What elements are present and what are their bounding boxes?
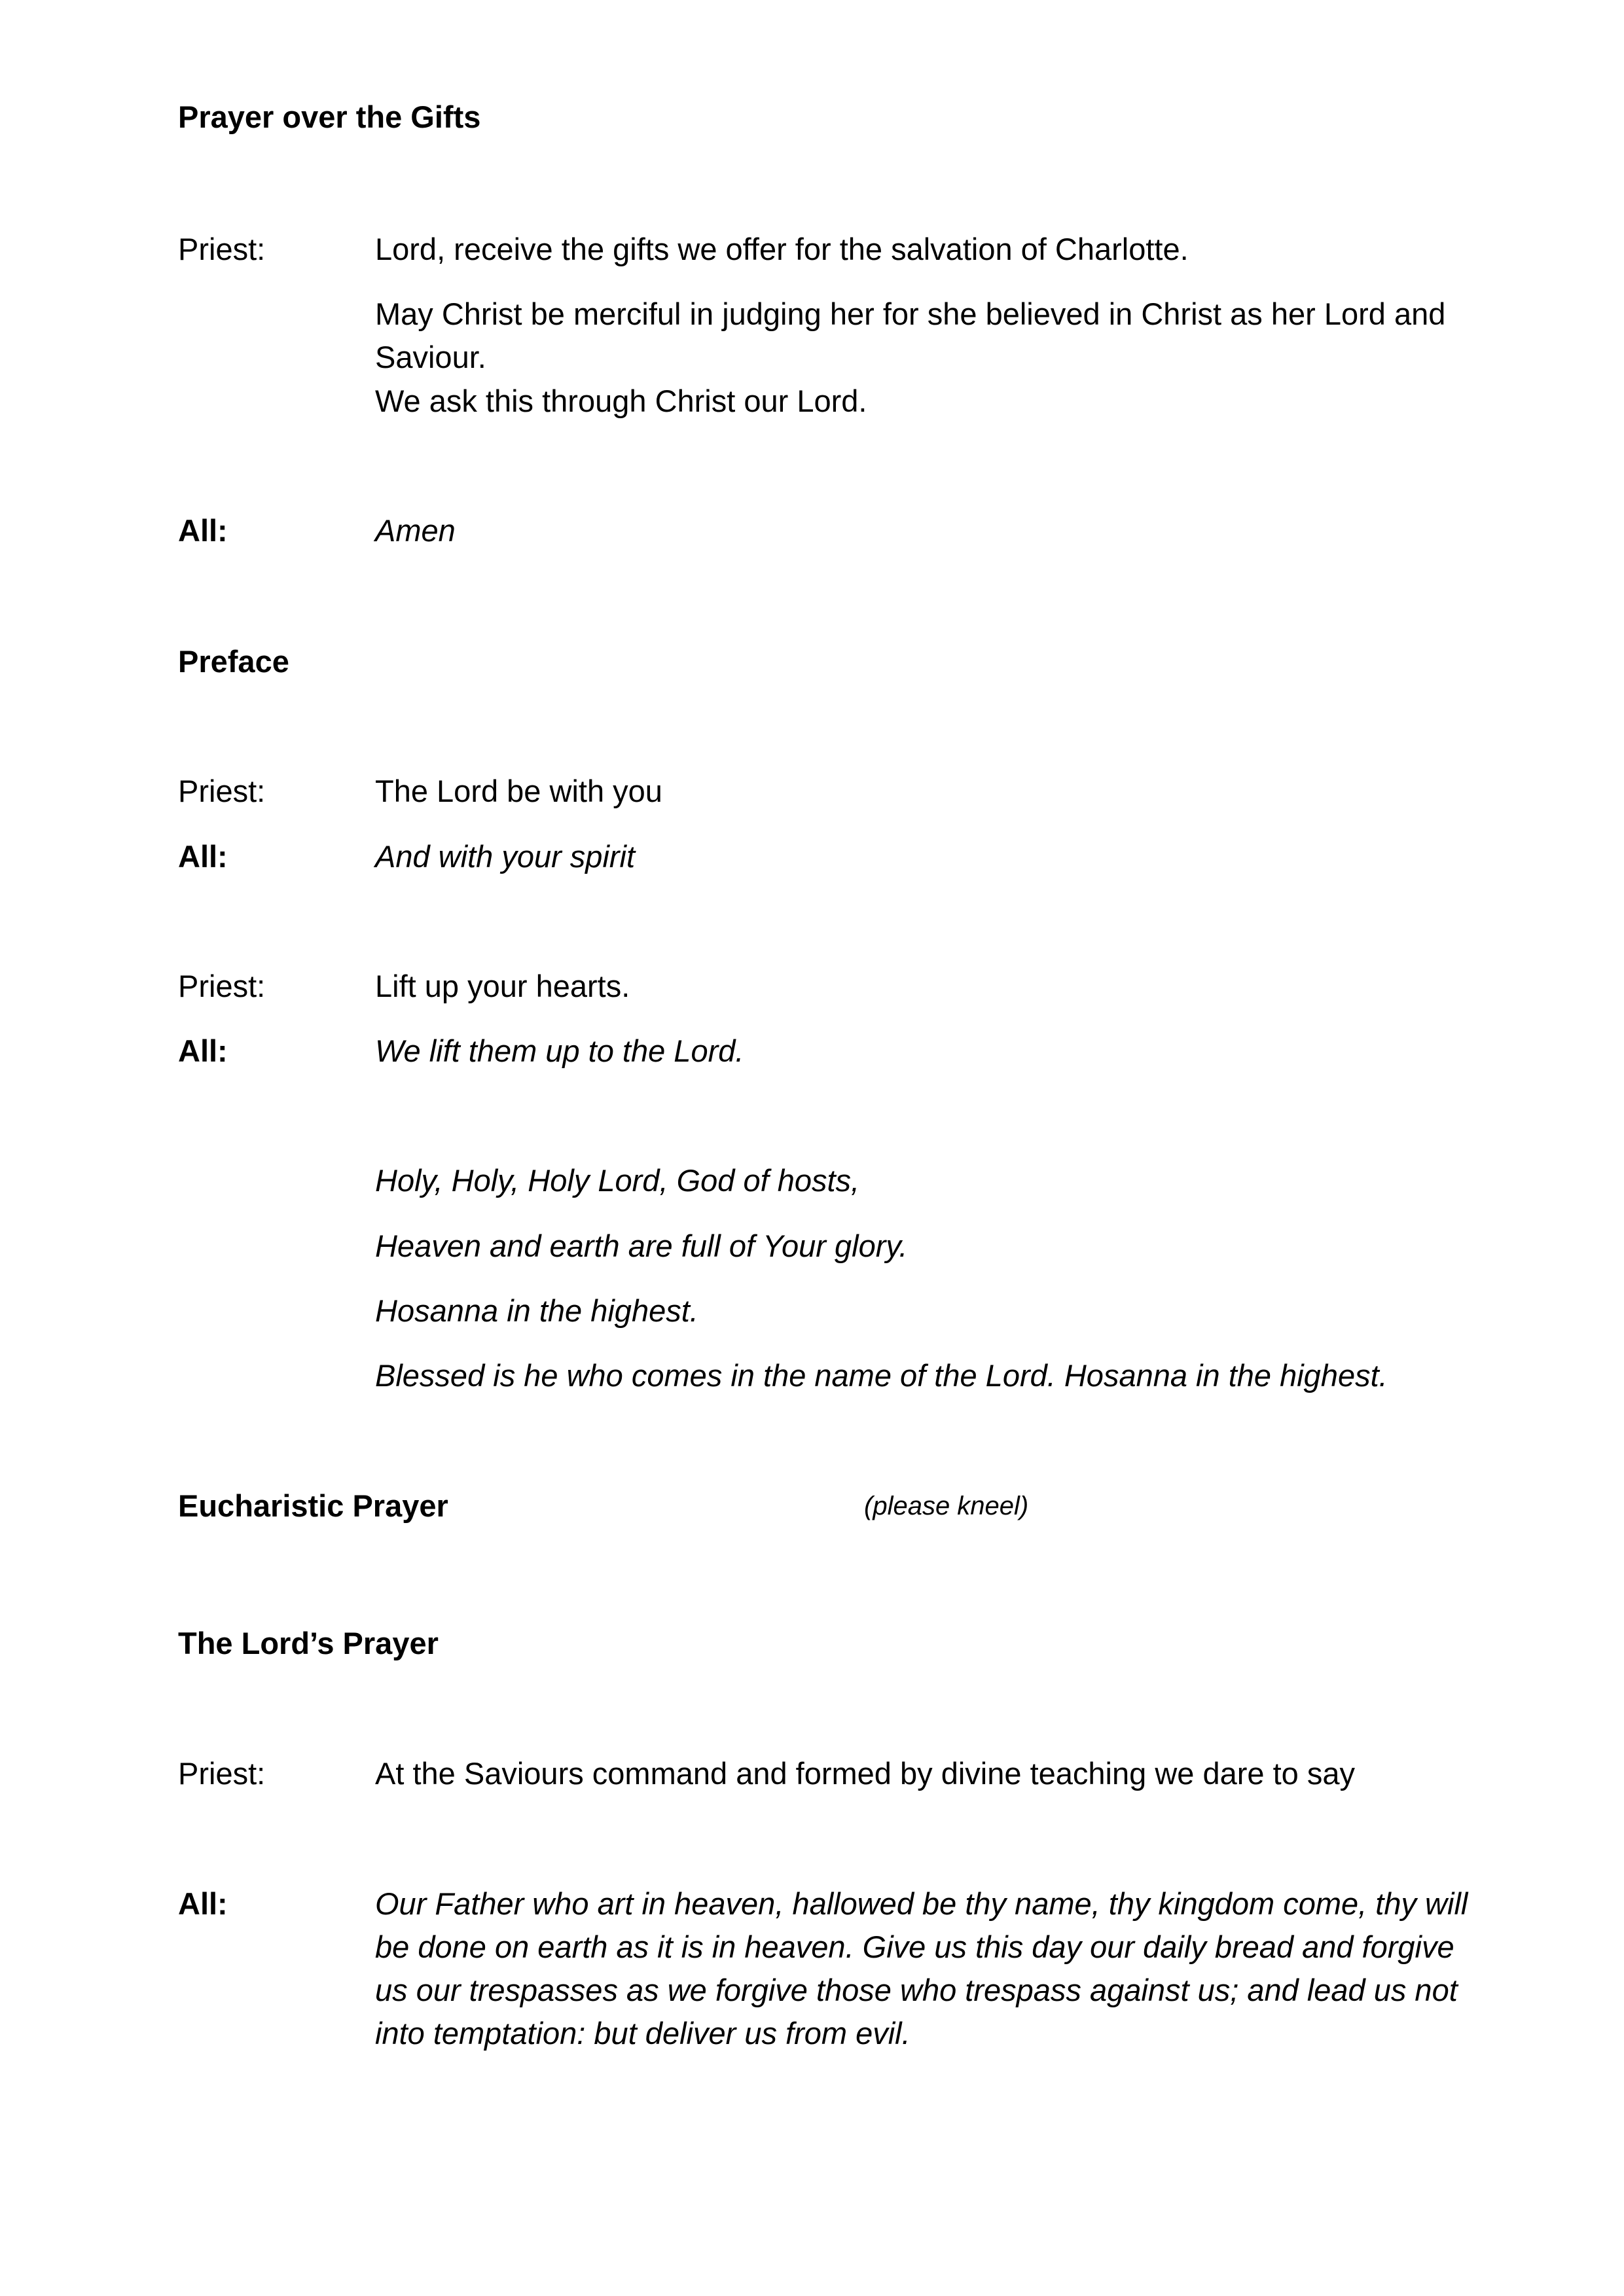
- priest-line: The Lord be with you: [375, 774, 662, 808]
- sanctus-line: Blessed is he who comes in the name of the Lord. Hosanna in the highest.: [375, 1358, 1388, 1393]
- priest-line: At the Saviours command and formed by divine teaching we dare to say: [375, 1756, 1355, 1791]
- speaker-label-priest: Priest:: [178, 1756, 266, 1791]
- congregation-response: And with your spirit: [375, 839, 636, 874]
- speaker-label-priest: Priest:: [178, 969, 266, 1003]
- sanctus-line: Holy, Holy, Holy Lord, God of hosts,: [375, 1163, 860, 1198]
- section-heading-lords-prayer: The Lord’s Prayer: [178, 1626, 439, 1660]
- priest-line: We ask this through Christ our Lord.: [375, 384, 867, 418]
- section-heading-preface: Preface: [178, 644, 289, 679]
- speaker-label-priest: Priest:: [178, 774, 266, 808]
- rubric-note: (please kneel): [864, 1492, 1029, 1520]
- sanctus-line: Heaven and earth are full of Your glory.: [375, 1229, 908, 1263]
- priest-line: Lord, receive the gifts we offer for the salvation of Charlotte.: [375, 232, 1189, 266]
- lords-prayer-line: Our Father who art in heaven, hallowed be thy name, thy kingdom come, thy will: [375, 1886, 1468, 1921]
- lords-prayer-line: us our trespasses as we forgive those who trespass against us; and lead us not: [375, 1973, 1458, 2007]
- speaker-label-all: All:: [178, 1033, 228, 1068]
- priest-line: May Christ be merciful in judging her for she believed in Christ as her Lord and: [375, 296, 1446, 331]
- speaker-label-all: All:: [178, 1886, 228, 1921]
- speaker-label-all: All:: [178, 839, 228, 874]
- lords-prayer-line: be done on earth as it is in heaven. Give us this day our daily bread and forgive: [375, 1929, 1454, 1964]
- sanctus-line: Hosanna in the highest.: [375, 1293, 698, 1328]
- lords-prayer-line: into temptation: but deliver us from evil.: [375, 2016, 911, 2051]
- priest-line: Saviour.: [375, 340, 486, 374]
- congregation-response: Amen: [375, 513, 456, 548]
- section-heading-prayer-over-gifts: Prayer over the Gifts: [178, 99, 481, 134]
- section-heading-eucharistic-prayer: Eucharistic Prayer: [178, 1488, 448, 1523]
- priest-line: Lift up your hearts.: [375, 969, 630, 1003]
- speaker-label-all: All:: [178, 513, 228, 548]
- speaker-label-priest: Priest:: [178, 232, 266, 266]
- congregation-response: We lift them up to the Lord.: [375, 1033, 744, 1068]
